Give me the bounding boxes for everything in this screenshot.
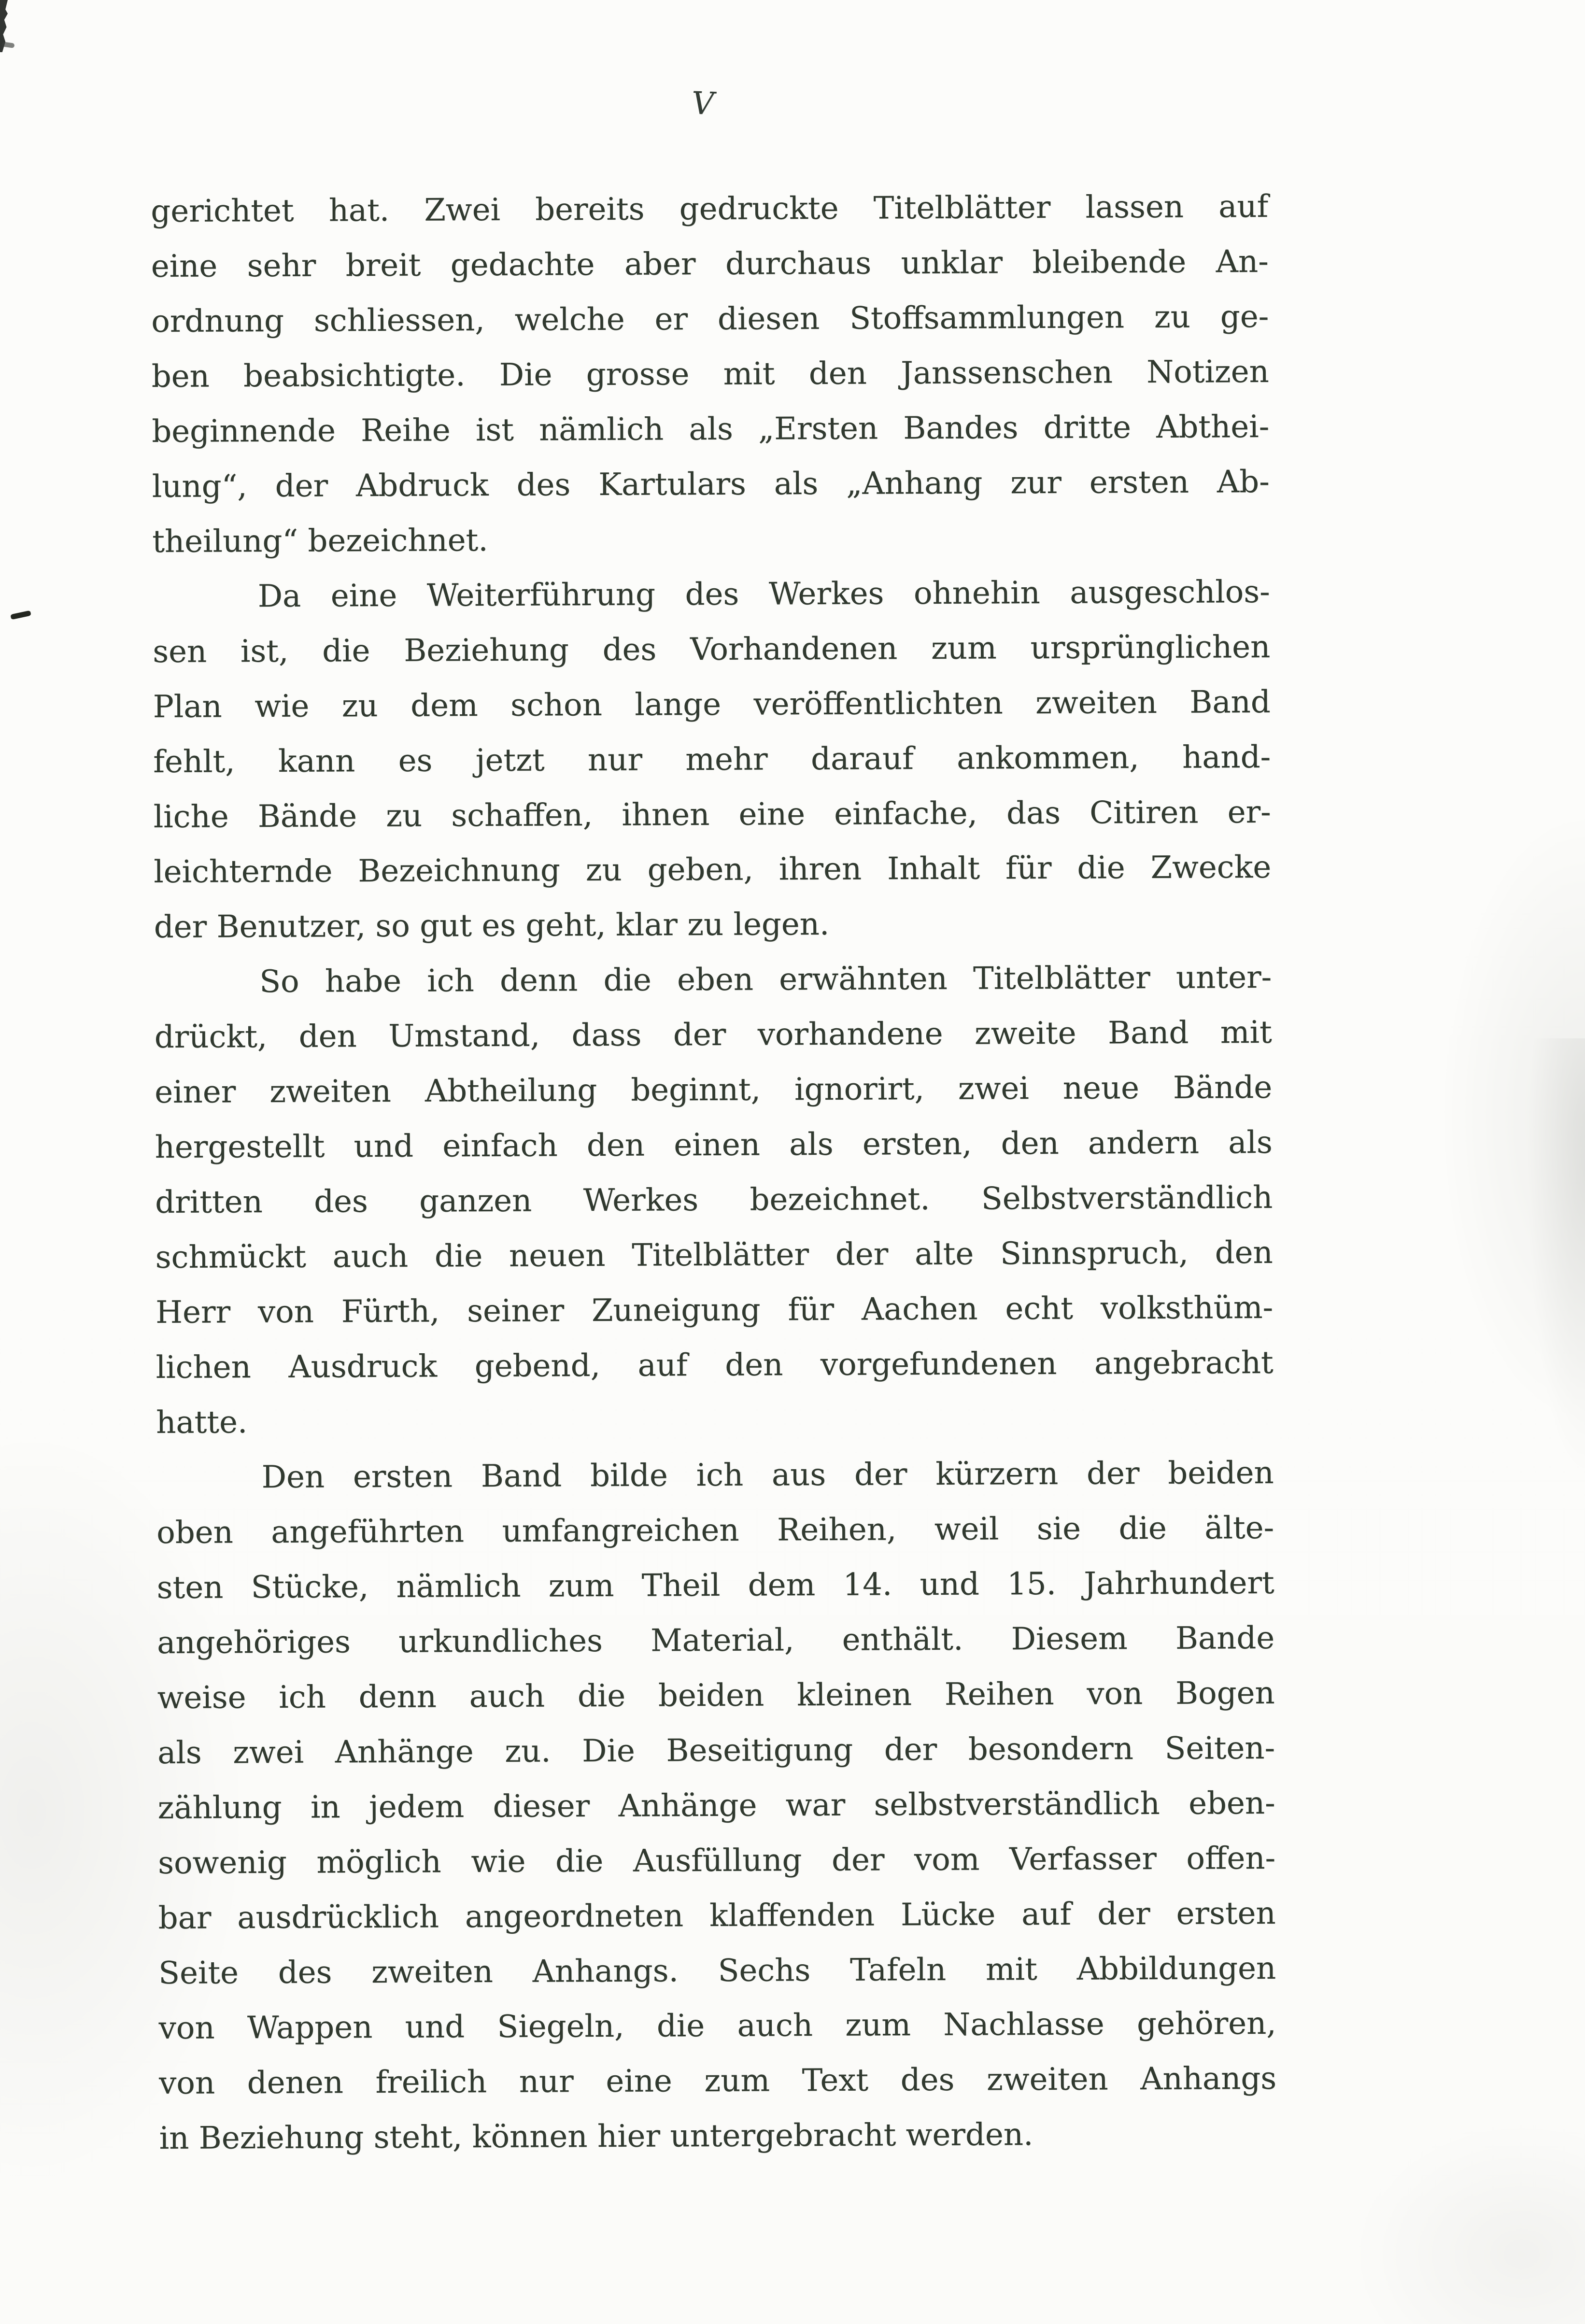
text-line: angehöriges urkundliches Material, enthält. Diesem Bande (157, 1620, 1275, 1661)
text-line: gerichtet hat. Zwei bereits gedruckte Titelblätter lassen auf (151, 188, 1269, 230)
text-line: sen ist, die Beziehung des Vorhandenen zum ursprünglichen (153, 629, 1271, 670)
text-line: Seite des zweiten Anhangs. Sechs Tafeln mit Abbildungen (158, 1950, 1276, 1992)
text-line: dritten des ganzen Werkes bezeichnet. Selbstverständlich (155, 1179, 1273, 1221)
text-line: als zwei Anhänge zu. Die Beseitigung der besondern Seiten- (157, 1730, 1275, 1771)
text-line: fehlt, kann es jetzt nur mehr darauf ankommen, hand- (153, 739, 1271, 780)
text-line: hergestellt und einfach den einen als ersten, den andern als (155, 1124, 1273, 1166)
text-line: liche Bände zu schaffen, ihnen eine einfache, das Citiren er- (153, 794, 1271, 836)
text-line: So habe ich denn die eben erwähnten Titelblätter unter- (259, 959, 1272, 1000)
text-line: hatte. (156, 1404, 248, 1441)
text-line: schmückt auch die neuen Titelblätter der alte Sinnspruch, den (155, 1234, 1273, 1276)
text-line: sten Stücke, nämlich zum Theil dem 14. und 15. Jahrhundert (156, 1565, 1274, 1606)
text-line: Da eine Weiterführung des Werkes ohnehin ausgeschlos- (257, 574, 1270, 615)
text-line: in Beziehung steht, können hier untergebracht werden. (159, 2117, 1033, 2157)
text-line: drückt, den Umstand, dass der vorhandene zweite Band mit (154, 1014, 1272, 1056)
text-line: einer zweiten Abtheilung beginnt, ignorirt, zwei neue Bände (155, 1069, 1273, 1111)
text-line: von denen freilich nur eine zum Text des zweiten Anhangs (159, 2060, 1277, 2102)
text-line: lung“, der Abdruck des Kartulars als „Anhang zur ersten Ab- (152, 464, 1270, 505)
text-line: von Wappen und Siegeln, die auch zum Nachlasse gehören, (158, 2005, 1276, 2047)
text-line: Den ersten Band bilde ich aus der kürzern der beiden (261, 1455, 1274, 1496)
text-line: Plan wie zu dem schon lange veröffentlichten zweiten Band (153, 684, 1271, 725)
text-line: zählung in jedem dieser Anhänge war selbstverständlich eben- (157, 1785, 1275, 1827)
scan-artifact-margin-mark (10, 610, 31, 620)
text-line: theilung“ bezeichnet. (152, 523, 488, 560)
page-number: V (688, 85, 718, 122)
text-line: eine sehr breit gedachte aber durchaus unklar bleibende An- (151, 243, 1269, 285)
text-line: weise ich denn auch die beiden kleinen Reihen von Bogen (157, 1675, 1275, 1716)
page-text (151, 179, 1277, 2166)
text-line: Herr von Fürth, seiner Zuneigung für Aachen echt volksthüm- (156, 1290, 1274, 1331)
text-line: beginnende Reihe ist nämlich als „Ersten Bandes dritte Abthei- (152, 409, 1270, 450)
text-line: sowenig möglich wie die Ausfüllung der vom Verfasser offen- (158, 1840, 1276, 1882)
text-line: der Benutzer, so gut es geht, klar zu legen. (154, 906, 830, 946)
text-line: oben angeführten umfangreichen Reihen, weil sie die älte- (156, 1510, 1274, 1551)
text-line: leichternde Bezeichnung zu geben, ihren Inhalt für die Zwecke (154, 849, 1272, 891)
scan-artifact-edge-shading (1527, 1038, 1585, 1473)
text-line: ordnung schliessen, welche er diesen Stoffsammlungen zu ge- (151, 298, 1269, 340)
text-line: ben beabsichtigte. Die grosse mit den Janssenschen Notizen (151, 354, 1269, 395)
text-line: lichen Ausdruck gebend, auf den vorgefundenen angebracht (156, 1345, 1274, 1386)
text-line: bar ausdrücklich angeordneten klaffenden Lücke auf der ersten (158, 1895, 1276, 1937)
